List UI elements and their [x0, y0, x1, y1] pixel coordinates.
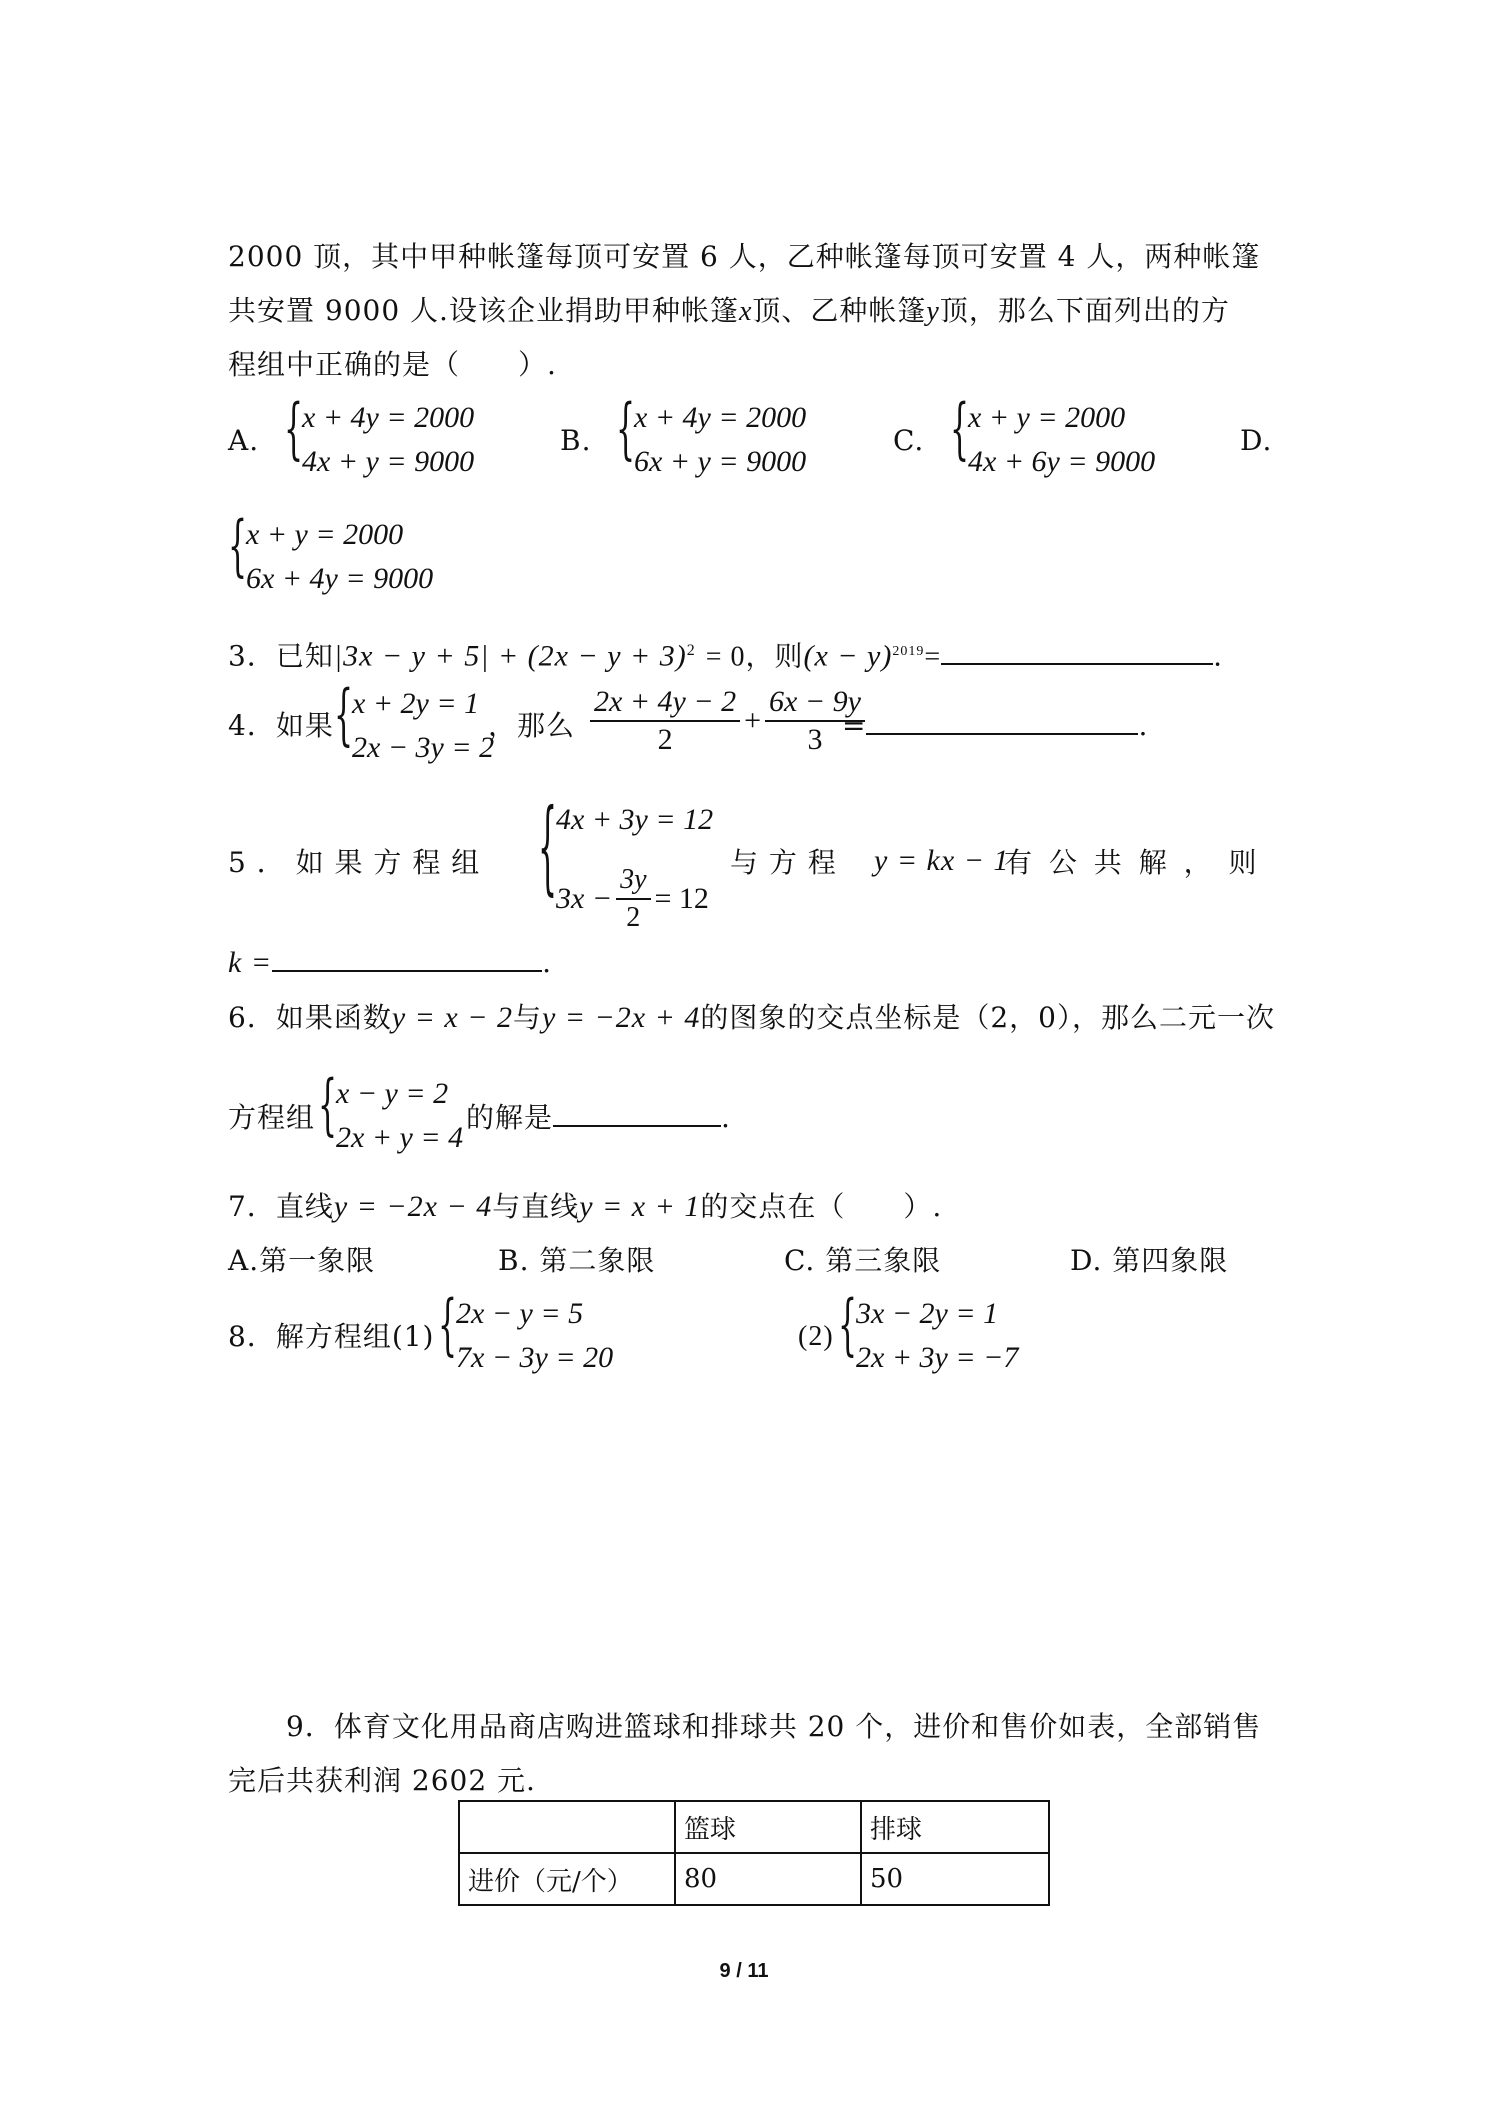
option-d-system: { x + y = 2000 6x + 4y = 9000 [228, 508, 434, 595]
option-b-system: { x + 4y = 2000 6x + y = 9000 [616, 391, 807, 478]
q4-fraction-2: $\frac{6x - 9y}{3}$ [765, 684, 865, 758]
q6-line1: 6．如果函数y = x − 2与y = −2x + 4的图象的交点坐标是（2，0），那么二元一次 [228, 1001, 1275, 1034]
table-cell: 80 [675, 1853, 861, 1905]
q2-line1: 2000 顶，其中甲种帐篷每顶可安置 6 人，乙种帐篷每顶可安置 4 人，两种帐篷 [228, 240, 1261, 273]
q8-system-1: { 2x − y = 5 7x − 3y = 20 [438, 1287, 614, 1374]
q2-line3: 程组中正确的是（ ）. [228, 348, 557, 381]
q7-option-b: B. 第二象限 [498, 1244, 656, 1277]
q6-answer-blank[interactable] [553, 1101, 721, 1127]
q8-part2-label: (2) [798, 1321, 834, 1352]
q9-line2: 完后共获利润 2602 元. [228, 1764, 536, 1797]
q7-line: 7．直线y = −2x − 4与直线y = x + 1的交点在（ ）. [228, 1190, 943, 1223]
table-cell: 篮球 [675, 1801, 861, 1853]
q4-answer: = . [842, 709, 1149, 742]
q3-answer-blank[interactable] [941, 639, 1213, 665]
table-cell: 排球 [861, 1801, 1049, 1853]
table-header-row [459, 1801, 1049, 1853]
table-cell [459, 1801, 675, 1853]
q5-prefix: 5 ． 如 果 方 程 组 [228, 846, 481, 879]
q8-prefix: 8．解方程组(1) [228, 1320, 435, 1353]
q5-system: { 4x + 3y = 12 3x − $\frac{3y}{2}$ = 12 [538, 789, 714, 933]
q5-answer-blank[interactable] [272, 946, 542, 972]
option-a-label: A. [228, 424, 260, 457]
q4-answer-blank[interactable] [866, 709, 1138, 735]
q4-fraction-1: $\frac{2x + 4y - 2}{2}$ [590, 684, 740, 758]
option-c-label: C. [893, 424, 925, 457]
q5-answer: k = . [228, 946, 552, 979]
q4-system: { x + 2y = 1 2x − 3y = 2 [334, 677, 495, 764]
q7-option-c: C. 第三象限 [784, 1244, 942, 1277]
q7-option-d: D. 第四象限 [1070, 1244, 1229, 1277]
q6-line2-prefix: 方程组 [228, 1101, 316, 1134]
q8-system-2: { 3x − 2y = 1 2x + 3y = −7 [838, 1287, 1019, 1374]
table-cell: 50 [861, 1853, 1049, 1905]
q6-line2-suffix: 的解是 . [466, 1101, 731, 1134]
q5-line-equation: y = kx − 1 [874, 844, 1010, 877]
q7-option-a: A.第一象限 [228, 1244, 376, 1277]
option-a-system: { x + 4y = 2000 4x + y = 9000 [284, 391, 475, 478]
q5-suffix: 有 公 共 解 ， 则 [1004, 846, 1258, 879]
page-number: 9 / 11 [719, 1960, 769, 1982]
option-b-label: B. [560, 424, 592, 457]
q4-expression: $\frac{2x + 4y - 2}{2}$ + $\frac{6x - 9y}{3}$ [586, 684, 869, 758]
table-cell: 进价（元/个） [459, 1853, 675, 1905]
price-table [458, 1800, 1050, 1906]
q5-mid: 与 方 程 [730, 846, 837, 879]
q3-line: 3．已知$|3x - y + 5| + (2x - y + 3)^2 = 0$，则$(x - y)^{2019}=$ . [228, 639, 1224, 673]
q2-line2: 共安置 9000 人.设该企业捐助甲种帐篷x顶、乙种帐篷y顶，那么下面列出的方 [228, 294, 1230, 327]
table-row [459, 1853, 1049, 1905]
q4-mid: ，那么 [488, 709, 576, 742]
q4-prefix: 4．如果 [228, 709, 334, 742]
option-c-system: { x + y = 2000 4x + 6y = 9000 [950, 391, 1156, 478]
q9-line1: 9．体育文化用品商店购进篮球和排球共 20 个，进价和售价如表，全部销售 [286, 1710, 1262, 1743]
q6-system: { x − y = 2 2x + y = 4 [318, 1067, 464, 1154]
option-d-label: D. [1240, 424, 1273, 457]
